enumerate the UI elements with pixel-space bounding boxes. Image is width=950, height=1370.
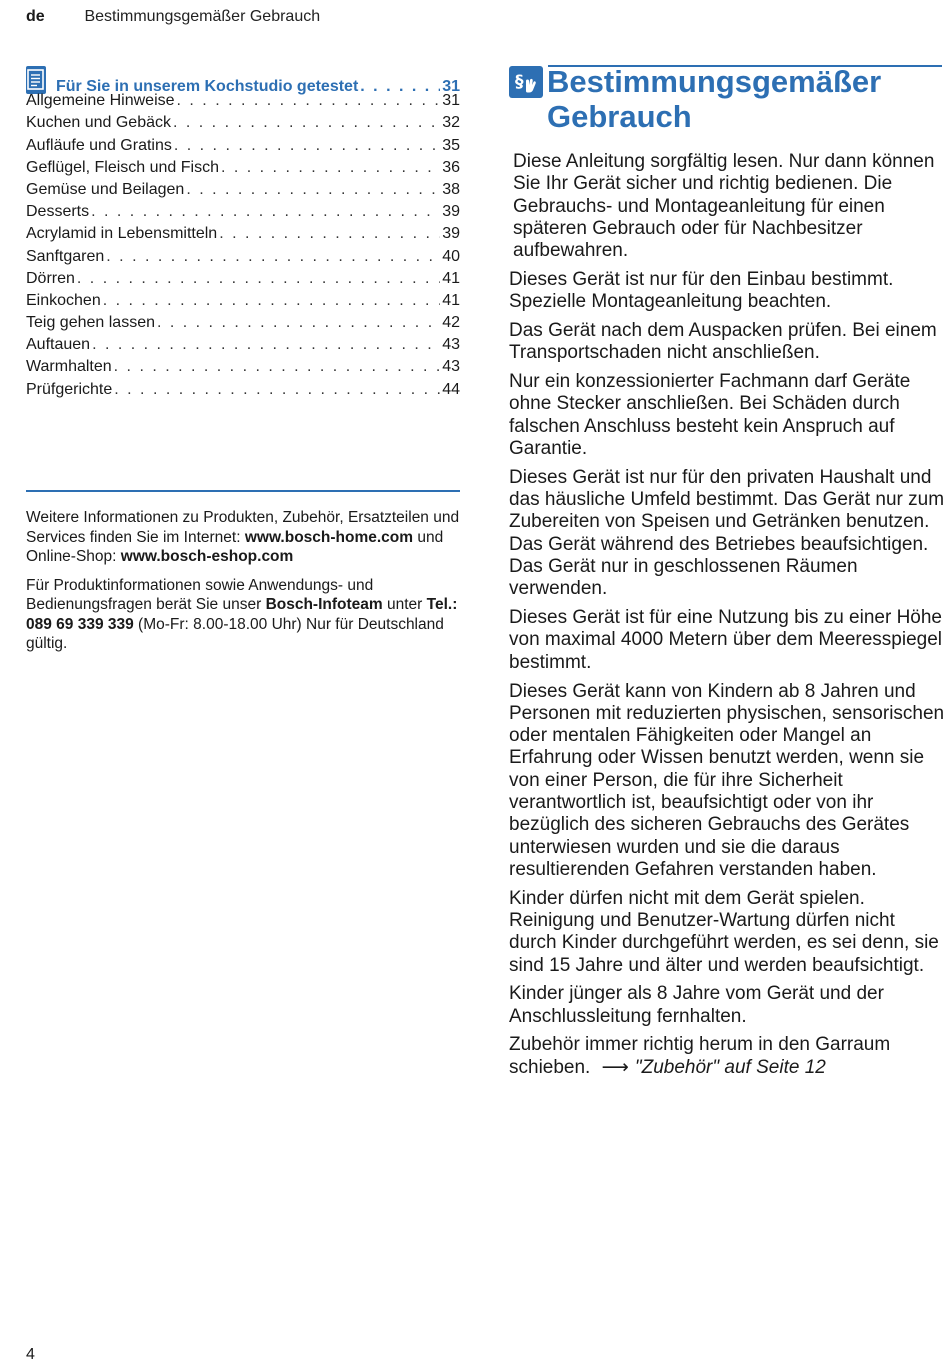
- toc-heading[interactable]: [26, 66, 460, 95]
- info-text: unter: [382, 596, 427, 613]
- toc-item[interactable]: [26, 290, 460, 312]
- toc-item-label: Sanftgaren: [26, 247, 105, 265]
- toc-item[interactable]: [26, 268, 460, 290]
- toc-leader: [157, 312, 440, 334]
- toc-item-page: 44: [442, 380, 460, 398]
- toc-item-label: Dörren: [26, 269, 75, 287]
- cross-reference-link[interactable]: "Zubehör" auf Seite 12: [634, 1056, 826, 1078]
- toc-item-label: Teig gehen lassen: [26, 314, 155, 332]
- info-text: (Mo-Fr: 8.00-18.00 Uhr) Nur für Deutschland gültig.: [26, 615, 444, 652]
- section-divider: [26, 490, 460, 492]
- toc-leader: [106, 246, 440, 268]
- toc-leader: [91, 201, 440, 223]
- toc-item[interactable]: [26, 223, 460, 245]
- language-code: de: [26, 8, 45, 25]
- toc-item-page: 40: [442, 247, 460, 265]
- toc-item[interactable]: [26, 179, 460, 201]
- toc-item[interactable]: [26, 201, 460, 223]
- section-title: Bestimmungsgemäßer Gebrauch: [547, 64, 882, 134]
- info-paragraph-web: [26, 508, 460, 567]
- toc-leader: [177, 90, 441, 112]
- toc-leader: [219, 223, 440, 245]
- page-number: 4: [26, 1346, 35, 1363]
- toc-item-label: Allgemeine Hinweise: [26, 92, 175, 110]
- toc-leader: [221, 157, 440, 179]
- infoteam-name: Bosch-Infoteam: [265, 596, 383, 613]
- toc-item[interactable]: [26, 312, 460, 334]
- toc-leader: [186, 179, 440, 201]
- toc-item-page: 41: [442, 291, 460, 309]
- toc-leader: [174, 135, 440, 157]
- toc-item-page: 43: [442, 358, 460, 376]
- toc-item[interactable]: [26, 379, 460, 401]
- info-text: Weitere Informationen zu Produkten, Zubehör, Ersatzteilen und Services finden Sie im Internet:: [26, 509, 460, 546]
- paragraph: Kinder jünger als 8 Jahre vom Gerät und der Anschlussleitung fernhalten.: [509, 983, 884, 1027]
- toc-item-label: Acrylamid in Lebensmitteln: [26, 225, 218, 243]
- paragraph: Kinder dürfen nicht mit dem Gerät spielen. Reinigung und Benutzer-Wartung dürfen nicht durch Kinder durchgeführt werden, es sei denn, sie sind 15 Jahre und älter und werden beaufsichtigt.: [509, 887, 939, 976]
- toc-leader: [103, 290, 440, 312]
- shop-link[interactable]: www.bosch-eshop.com: [120, 548, 294, 565]
- toc-item[interactable]: [26, 90, 460, 112]
- toc-item-label: Einkochen: [26, 291, 101, 309]
- toc-item-page: 43: [442, 336, 460, 354]
- toc-item-page: 39: [442, 225, 460, 243]
- paragraph: Dieses Gerät ist nur für den privaten Haushalt und das häusliche Umfeld bestimmt. Das Gerät nur zum Zubereiten von Speisen und Getränken benutzen. Das Gerät während des Betriebes beaufsichtigen. Das Gerät nur in geschlossenen Räumen verwenden.: [509, 466, 945, 600]
- toc-item-page: 41: [442, 269, 460, 287]
- toc-leader: [114, 379, 440, 401]
- toc-item-label: Prüfgerichte: [26, 380, 113, 398]
- paragraph: Dieses Gerät ist für eine Nutzung bis zu einer Höhe von maximal 4000 Metern über dem Meeresspiegel bestimmt.: [509, 607, 942, 673]
- toc-item[interactable]: [26, 135, 460, 157]
- arrow-right-icon: ⟶: [601, 1056, 629, 1078]
- toc-item[interactable]: [26, 334, 460, 356]
- toc-leader: [92, 334, 440, 356]
- info-paragraph-hotline: [26, 576, 460, 654]
- toc-item-label: Aufläufe und Gratins: [26, 136, 172, 154]
- table-of-contents: [26, 66, 460, 401]
- toc-item-page: 36: [442, 158, 460, 176]
- toc-item-page: 39: [442, 203, 460, 221]
- paragraph: Nur ein konzessionierter Fachmann darf Geräte ohne Stecker anschließen. Bei Schäden durch falschen Anschluss besteht kein Anspruch auf Garantie.: [509, 371, 911, 460]
- paragraph-text: Zubehör immer richtig herum in den Garraum schieben.: [509, 1034, 891, 1078]
- toc-leader: [173, 112, 440, 134]
- toc-item-page: 32: [442, 114, 460, 132]
- paragraph: Diese Anleitung sorgfältig lesen. Nur dann können Sie Ihr Gerät sicher und richtig bedienen. Die Gebrauchs- und Montageanleitung für einen späteren Gebrauch oder für Nachbesitzer aufbewahren.: [513, 151, 935, 262]
- paragraph-hand-icon: [509, 66, 543, 98]
- toc-item-page: 42: [442, 314, 460, 332]
- info-text: und Online-Shop:: [26, 528, 444, 565]
- toc-leader: [77, 268, 440, 290]
- toc-item-label: Warmhalten: [26, 358, 112, 376]
- header-title: Bestimmungsgemäßer Gebrauch: [84, 8, 321, 25]
- website-link[interactable]: www.bosch-home.com: [244, 528, 414, 546]
- toc-item-label: Geflügel, Fleisch und Fisch: [26, 158, 219, 176]
- page-header: [26, 8, 320, 26]
- svg-text:§: §: [515, 72, 524, 92]
- toc-item[interactable]: [26, 157, 460, 179]
- toc-list: [26, 90, 460, 401]
- paragraph: Dieses Gerät kann von Kindern ab 8 Jahren und Personen mit reduzierten physischen, sensorischen oder mentalen Fähigkeiten oder Mangel an Erfahrung oder Wissen benutzt werden, wenn sie von einer Person, die für ihre Sicherheit verantwortlich ist, beaufsichtigt oder von ihr bezüglich des sicheren Gebrauchs des Gerätes unterwiesen wurden und sie die daraus resultierenden Gefahren verstanden haben.: [509, 680, 945, 880]
- toc-heading-label: Für Sie in unserem Kochstudio getestet: [56, 78, 359, 95]
- toc-leader: [114, 356, 441, 378]
- info-block: [26, 508, 460, 663]
- paragraph: Das Gerät nach dem Auspacken prüfen. Bei einem Transportschaden nicht anschließen.: [509, 320, 937, 364]
- toc-item-page: 38: [442, 180, 460, 198]
- toc-item-label: Kuchen und Gebäck: [26, 114, 171, 132]
- toc-heading-page: 31: [442, 78, 460, 95]
- toc-item[interactable]: [26, 356, 460, 378]
- paragraph: Dieses Gerät ist nur für den Einbau bestimmt. Spezielle Montageanleitung beachten.: [509, 268, 894, 313]
- section-body: [509, 151, 945, 1086]
- accessory-paragraph: [509, 1034, 945, 1079]
- phone-number: Tel.: 089 69 339 339: [26, 596, 458, 633]
- toc-item-page: 31: [442, 92, 460, 110]
- toc-item-label: Desserts: [26, 203, 90, 221]
- toc-item[interactable]: [26, 246, 460, 268]
- info-text: Für Produktinformationen sowie Anwendungs- und Bedienungsfragen berät Sie unser: [26, 576, 374, 613]
- paragraph-list: [509, 151, 945, 1028]
- toc-item-page: 35: [442, 136, 460, 154]
- toc-item[interactable]: [26, 112, 460, 134]
- toc-item-label: Gemüse und Beilagen: [26, 180, 185, 198]
- toc-item-label: Auftauen: [26, 336, 91, 354]
